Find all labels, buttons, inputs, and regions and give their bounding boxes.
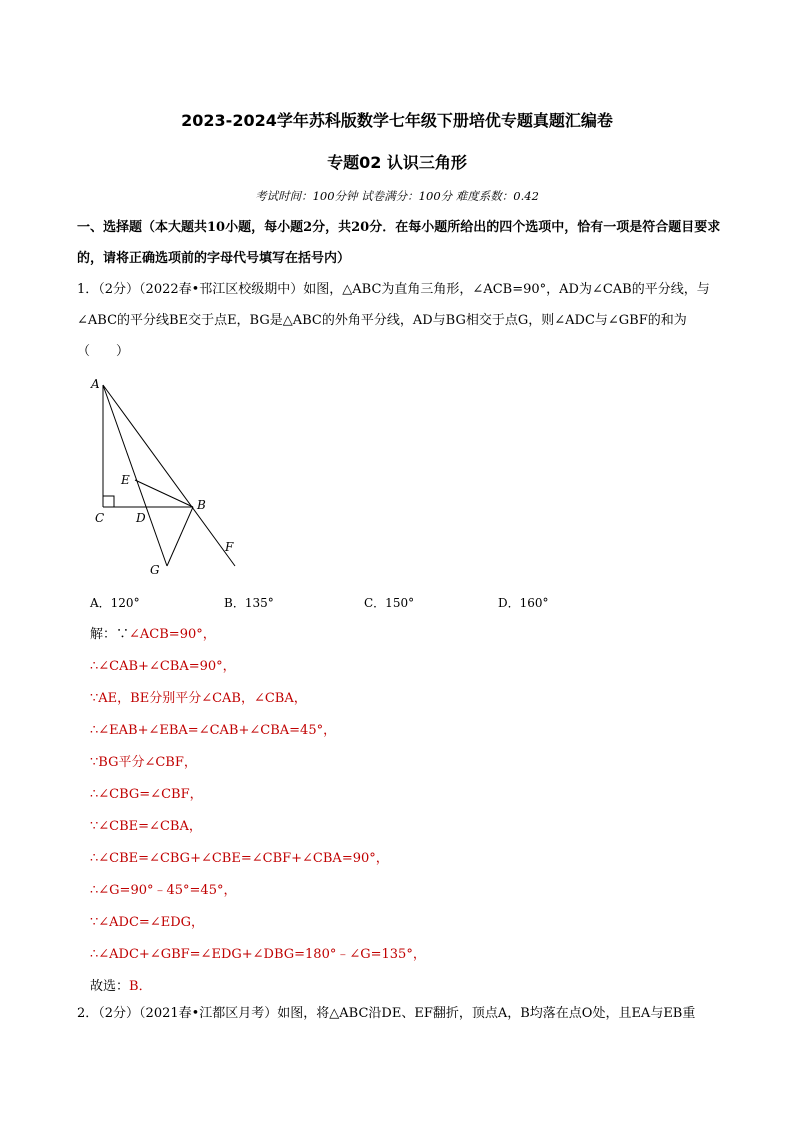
option-d: D．160° [498, 596, 549, 610]
solution-line-11: ∴∠ADC+∠GBF=∠EDG+∠DBG=180°﹣∠G=135°， [90, 947, 426, 962]
solution-line-6: ∴∠CBG=∠CBF， [90, 787, 203, 802]
document-subtitle: 专题02 认识三角形 [327, 153, 467, 172]
solution-line-8: ∴∠CBE=∠CBG+∠CBE=∠CBF+∠CBA=90°， [90, 851, 389, 866]
option-c: C．150° [364, 596, 415, 610]
segment-eb [135, 480, 193, 507]
option-b: B．135° [224, 596, 274, 610]
label-c: C [95, 511, 105, 525]
option-a: A．120° [90, 596, 140, 610]
label-b: B [197, 498, 206, 512]
document-title: 2023-2024学年苏科版数学七年级下册培优专题真题汇编卷 [181, 111, 613, 130]
right-angle-mark [103, 496, 114, 507]
label-d: D [136, 511, 146, 525]
label-e: E [121, 473, 130, 487]
solution-answer: 故选：B． [90, 979, 152, 994]
label-g: G [150, 563, 160, 577]
solution-line-7: ∵∠CBE=∠CBA， [90, 819, 202, 834]
label-f: F [225, 540, 234, 554]
exam-meta: 考试时间：100分钟 试卷满分：100分 难度系数：0.42 [255, 189, 539, 203]
solution-line-4: ∴∠EAB+∠EBA=∠CAB+∠CBA=45°， [90, 723, 337, 738]
solution-line-1: 解：∵∠ACB=90°， [90, 627, 216, 642]
segment-ag [103, 385, 167, 566]
solution-line-5: ∵BG平分∠CBF， [90, 755, 197, 770]
solution-line-10: ∵∠ADC=∠EDG， [90, 915, 205, 930]
segment-gb [167, 507, 193, 566]
section-heading: 一、选择题（本大题共10小题，每小题2分，共20分．在每小题所给出的四个选项中，恰有一项是符合题目要求的，请将正确选项前的字母代号填写在括号内） [77, 220, 721, 266]
label-a: A [91, 377, 100, 391]
solution-line-3: ∵AE，BE分别平分∠CAB，∠CBA， [90, 691, 307, 706]
solution-line-9: ∴∠G=90°﹣45°=45°， [90, 883, 237, 898]
solution-line-2: ∴∠CAB+∠CBA=90°， [90, 659, 236, 674]
question-1-figure [85, 370, 245, 582]
question-1-text: 1．（2分）（2022春•邗江区校级期中）如图，△ABC为直角三角形，∠ACB=90°，AD为∠CAB的平分线，与∠ABC的平分线BE交于点E，BG是△ABC的外角平分线，AD与BG相交于点G，则∠ADC与∠GBF的和为（ ） [77, 282, 710, 359]
question-2-text: 2．（2分）（2021春•江都区月考）如图，将△ABC沿DE、EF翻折，顶点A，B均落在点O处，且EA与EB重 [77, 1006, 696, 1021]
